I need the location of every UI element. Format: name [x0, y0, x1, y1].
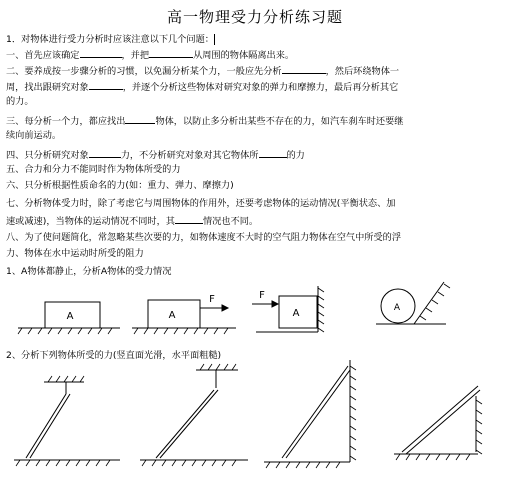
point-four-line — [6, 148, 305, 162]
point-two-line — [6, 64, 399, 78]
point-seven-line-2 — [6, 214, 258, 228]
fill-blank[interactable] — [89, 80, 123, 90]
fill-blank[interactable] — [125, 114, 155, 124]
figure-rod-ceiling-floor — [14, 376, 120, 466]
point-six-line — [6, 180, 234, 192]
point-six-text: 六、只分析根据性质命名的力(如：重力、弹力、摩擦力) — [6, 180, 234, 191]
ball-label: A — [393, 303, 401, 313]
figure-rod-string — [140, 364, 248, 466]
point-four-text: 四、只分析研究对象 — [6, 150, 89, 161]
page-title: 高一物理受力分析练习题 — [166, 8, 343, 26]
point-three-text: 三、每分析一个力，都应找出 — [6, 116, 126, 127]
point-seven-text-3: 情况也不同。 — [202, 216, 259, 227]
point-one-line — [6, 48, 294, 62]
force-label: F — [209, 294, 215, 305]
point-eight-text: 八、为了使问题简化，常忽略某些次要的力，如物体速度不大时的空气阻力物体在空气中所受的浮 — [6, 232, 402, 243]
intro-text: 1．对物体进行受力分析时应该注意以下几个问题： — [6, 34, 214, 45]
figure-ball-incline — [376, 282, 450, 324]
figure-block-pulled — [132, 300, 236, 334]
fill-blank[interactable] — [89, 148, 121, 158]
point-five-line — [6, 164, 181, 176]
point-seven-text-2: 速或减速)，当物体的运动情况不同时，其 — [6, 216, 175, 227]
point-two-line-2 — [6, 80, 398, 94]
text-cursor — [214, 34, 215, 45]
point-four-text-3: 的力 — [286, 150, 305, 161]
exercise-one-text: 1、A物体都静止，分析A物体的受力情况 — [6, 266, 172, 277]
point-three-line-2 — [6, 130, 61, 142]
block-label: A — [66, 311, 74, 322]
point-five-text: 五、合力和分力不能同时作为物体所受的力 — [6, 164, 181, 175]
point-two-text-3: 周，找出跟研究对象 — [6, 82, 89, 93]
point-two-text-2: ，然后环绕物体一 — [325, 66, 400, 77]
force-label: F — [259, 290, 265, 301]
point-one-text-2: ，并把 — [121, 50, 150, 61]
point-four-text-2: 力，不分析研究对象对其它物体所 — [120, 150, 259, 161]
point-three-text-2: 物体，以防止多分析出某些不存在的力，如汽车刹车时还要继 — [155, 116, 404, 127]
fill-blank[interactable] — [175, 214, 203, 224]
fill-blank[interactable] — [80, 48, 122, 58]
fill-blank[interactable] — [259, 148, 287, 158]
fill-blank[interactable] — [149, 48, 193, 58]
figure-rod-incline — [394, 386, 482, 460]
point-three-text-3: 续向前运动。 — [6, 130, 62, 141]
figure-rod-wall — [264, 360, 356, 468]
exercise-two-figures — [0, 360, 510, 476]
point-eight-line — [6, 232, 401, 244]
point-seven-line — [6, 198, 395, 210]
point-seven-text: 七、分析物体受力时，除了考虑它与周围物体的作用外，还要考虑物体的运动情况(平衡状态、加 — [6, 198, 396, 209]
point-two-text-4: ，并逐个分析这些物体对研究对象的弹力和摩擦力，最后再分析其它 — [122, 82, 399, 93]
exercise-two-text: 2、分析下列物体所受的力(竖直面光滑，水平面粗糙) — [6, 350, 222, 361]
intro-line — [6, 34, 215, 46]
fill-blank[interactable] — [282, 64, 326, 74]
exercise-one-figures — [0, 278, 510, 350]
point-two-text: 二、要养成按一步骤分析的习惯，以免漏分析某个力，一般应先分析 — [6, 66, 282, 77]
point-one-text-3: 从周围的物体隔离出来。 — [193, 50, 295, 61]
exercise-one-heading — [6, 266, 171, 278]
block-label: A — [292, 308, 300, 319]
point-two-text-5: 的力。 — [6, 96, 34, 107]
point-eight-line-2 — [6, 248, 144, 260]
block-label: A — [168, 310, 176, 321]
point-two-line-3 — [6, 96, 34, 108]
point-eight-text-2: 力、物体在水中运动时所受的阻力 — [6, 248, 144, 259]
point-one-text: 一、首先应该确定 — [6, 50, 80, 61]
point-three-line — [6, 114, 404, 128]
